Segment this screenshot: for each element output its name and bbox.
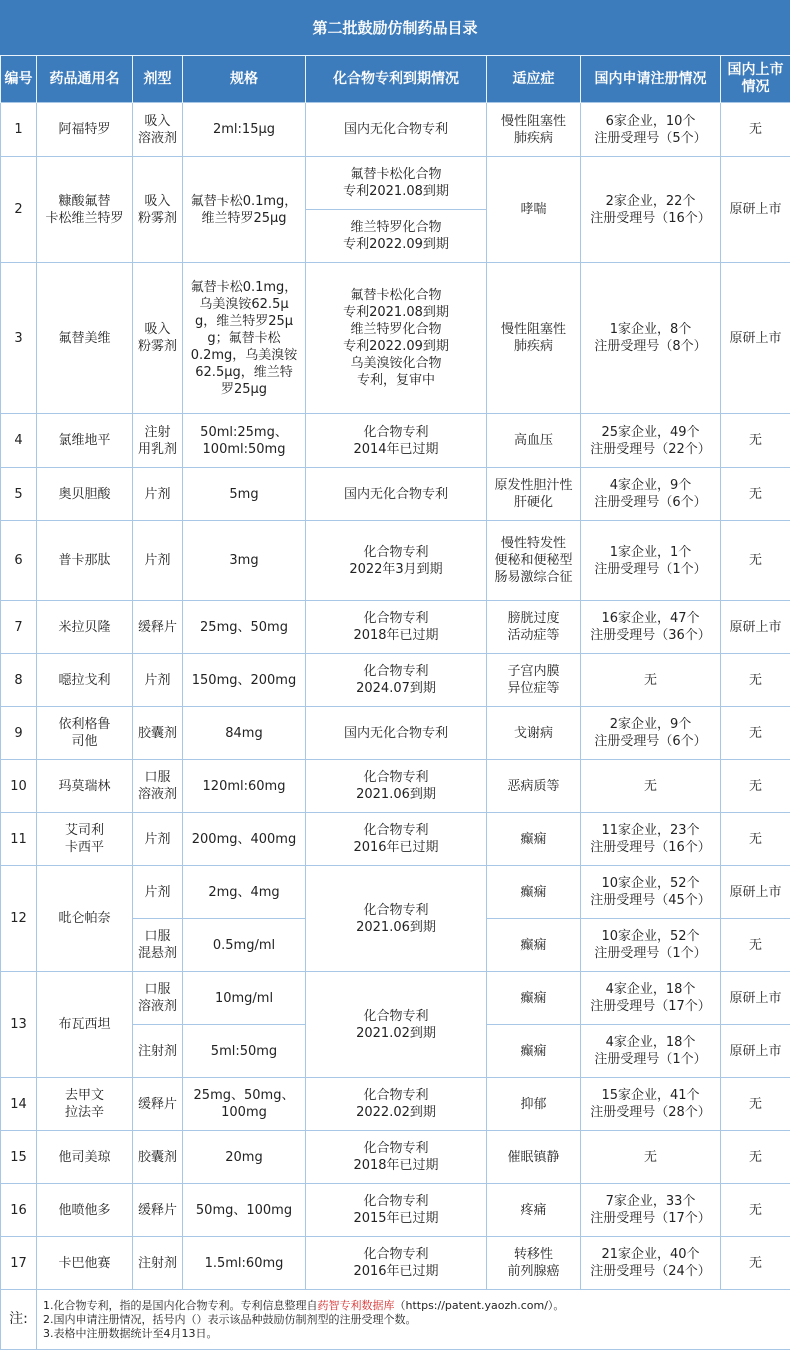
cell-indication: 恶病质等 xyxy=(487,760,581,813)
cell-registration: 1家企业，8个 注册受理号（8个） xyxy=(581,263,721,414)
cell-registration: 15家企业，41个 注册受理号（28个） xyxy=(581,1078,721,1131)
table-row xyxy=(1,866,790,919)
header-registration: 国内申请注册情况 xyxy=(581,56,721,103)
cell-patent: 维兰特罗化合物 专利2022.09到期 xyxy=(306,210,487,263)
table-row xyxy=(1,1078,790,1131)
cell-no: 9 xyxy=(1,707,37,760)
cell-registration: 无 xyxy=(581,1131,721,1184)
cell-form: 胶囊剂 xyxy=(133,1131,183,1184)
cell-form: 片剂 xyxy=(133,866,183,919)
cell-name: 玛莫瑞林 xyxy=(37,760,133,813)
cell-indication: 原发性胆汁性 肝硬化 xyxy=(487,468,581,521)
cell-registration: 25家企业，49个 注册受理号（22个） xyxy=(581,414,721,468)
note-line-3: 3.表格中注册数据统计至4月13日。 xyxy=(43,1326,218,1340)
cell-name: 普卡那肽 xyxy=(37,521,133,601)
table-row xyxy=(1,813,790,866)
cell-patent: 氟替卡松化合物 专利2021.08到期 维兰特罗化合物 专利2022.09到期 乌美溴铵化合物 专利，复审中 xyxy=(306,263,487,414)
header-no: 编号 xyxy=(1,56,37,103)
cell-form: 注射剂 xyxy=(133,1237,183,1290)
cell-spec: 50mg、100mg xyxy=(183,1184,306,1237)
cell-form: 缓释片 xyxy=(133,1078,183,1131)
cell-patent: 化合物专利 2024.07到期 xyxy=(306,654,487,707)
table-row xyxy=(1,414,790,468)
cell-form: 胶囊剂 xyxy=(133,707,183,760)
cell-name: 他司美琼 xyxy=(37,1131,133,1184)
cell-spec: 50ml:25mg、 100ml:50mg xyxy=(183,414,306,468)
cell-indication: 慢性阻塞性 肺疾病 xyxy=(487,263,581,414)
cell-patent: 国内无化合物专利 xyxy=(306,103,487,157)
cell-market: 原研上市 xyxy=(721,972,790,1025)
header-spec: 规格 xyxy=(183,56,306,103)
cell-patent: 氟替卡松化合物 专利2021.08到期 xyxy=(306,157,487,210)
cell-form: 口服 混悬剂 xyxy=(133,919,183,972)
cell-form: 片剂 xyxy=(133,813,183,866)
table-row xyxy=(1,654,790,707)
cell-indication: 哮喘 xyxy=(487,157,581,263)
page-title: 第二批鼓励仿制药品目录 xyxy=(0,0,790,56)
cell-indication: 高血压 xyxy=(487,414,581,468)
cell-no: 3 xyxy=(1,263,37,414)
cell-indication: 催眠镇静 xyxy=(487,1131,581,1184)
header-form: 剂型 xyxy=(133,56,183,103)
cell-indication: 慢性特发性 便秘和便秘型 肠易激综合征 xyxy=(487,521,581,601)
cell-patent: 化合物专利 2021.02到期 xyxy=(306,972,487,1078)
header-market: 国内上市 情况 xyxy=(721,56,790,103)
cell-spec: 84mg xyxy=(183,707,306,760)
cell-patent: 化合物专利 2021.06到期 xyxy=(306,866,487,972)
cell-market: 无 xyxy=(721,414,790,468)
cell-patent: 化合物专利 2018年已过期 xyxy=(306,1131,487,1184)
cell-no: 7 xyxy=(1,601,37,654)
table-row xyxy=(1,1131,790,1184)
cell-patent: 国内无化合物专利 xyxy=(306,468,487,521)
cell-spec: 200mg、400mg xyxy=(183,813,306,866)
cell-spec: 20mg xyxy=(183,1131,306,1184)
cell-market: 原研上市 xyxy=(721,866,790,919)
cell-spec: 1.5ml:60mg xyxy=(183,1237,306,1290)
cell-registration: 4家企业，18个 注册受理号（17个） xyxy=(581,972,721,1025)
cell-indication: 癫痫 xyxy=(487,1025,581,1078)
cell-market: 无 xyxy=(721,1131,790,1184)
cell-indication: 癫痫 xyxy=(487,919,581,972)
cell-no: 13 xyxy=(1,972,37,1078)
cell-indication: 膀胱过度 活动症等 xyxy=(487,601,581,654)
cell-market: 无 xyxy=(721,1078,790,1131)
cell-registration: 6家企业，10个 注册受理号（5个） xyxy=(581,103,721,157)
cell-no: 4 xyxy=(1,414,37,468)
cell-form: 吸入 溶液剂 xyxy=(133,103,183,157)
drug-catalog-table xyxy=(0,56,790,1350)
table-header-row xyxy=(1,56,790,103)
cell-indication: 转移性 前列腺癌 xyxy=(487,1237,581,1290)
cell-registration: 4家企业，18个 注册受理号（1个） xyxy=(581,1025,721,1078)
cell-name: 糠酸氟替 卡松维兰特罗 xyxy=(37,157,133,263)
cell-indication: 抑郁 xyxy=(487,1078,581,1131)
cell-market: 无 xyxy=(721,1184,790,1237)
cell-name: 去甲文 拉法辛 xyxy=(37,1078,133,1131)
cell-market: 无 xyxy=(721,1237,790,1290)
notes-text xyxy=(37,1290,790,1350)
cell-form: 吸入 粉雾剂 xyxy=(133,157,183,263)
cell-name: 他喷他多 xyxy=(37,1184,133,1237)
table-row xyxy=(1,468,790,521)
notes-row xyxy=(1,1290,790,1350)
cell-spec: 2mg、4mg xyxy=(183,866,306,919)
cell-form: 片剂 xyxy=(133,521,183,601)
table-row xyxy=(1,103,790,157)
cell-form: 口服 溶液剂 xyxy=(133,760,183,813)
cell-registration: 2家企业，22个 注册受理号（16个） xyxy=(581,157,721,263)
cell-no: 6 xyxy=(1,521,37,601)
cell-spec: 氟替卡松0.1mg， 乌美溴铵62.5μ g，维兰特罗25μ g；氟替卡松 0.2mg，乌美溴铵 62.5μg，维兰特 罗25μg xyxy=(183,263,306,414)
table-row xyxy=(1,1184,790,1237)
cell-market: 无 xyxy=(721,707,790,760)
cell-patent: 化合物专利 2016年已过期 xyxy=(306,1237,487,1290)
cell-name: 吡仑帕奈 xyxy=(37,866,133,972)
cell-patent: 化合物专利 2022.02到期 xyxy=(306,1078,487,1131)
cell-spec: 5mg xyxy=(183,468,306,521)
cell-patent: 化合物专利 2016年已过期 xyxy=(306,813,487,866)
cell-registration: 11家企业，23个 注册受理号（16个） xyxy=(581,813,721,866)
cell-name: 艾司利 卡西平 xyxy=(37,813,133,866)
cell-spec: 2ml:15μg xyxy=(183,103,306,157)
cell-registration: 无 xyxy=(581,760,721,813)
cell-registration: 4家企业，9个 注册受理号（6个） xyxy=(581,468,721,521)
cell-spec: 5ml:50mg xyxy=(183,1025,306,1078)
cell-name: 氯维地平 xyxy=(37,414,133,468)
table-row xyxy=(1,157,790,210)
cell-indication: 癫痫 xyxy=(487,866,581,919)
cell-spec: 25mg、50mg、 100mg xyxy=(183,1078,306,1131)
cell-indication: 癫痫 xyxy=(487,972,581,1025)
cell-no: 15 xyxy=(1,1131,37,1184)
cell-no: 5 xyxy=(1,468,37,521)
header-indication: 适应症 xyxy=(487,56,581,103)
header-patent: 化合物专利到期情况 xyxy=(306,56,487,103)
cell-market: 原研上市 xyxy=(721,157,790,263)
cell-no: 10 xyxy=(1,760,37,813)
cell-patent: 化合物专利 2021.06到期 xyxy=(306,760,487,813)
cell-form: 注射剂 xyxy=(133,1025,183,1078)
cell-indication: 子宫内膜 异位症等 xyxy=(487,654,581,707)
table-row xyxy=(1,972,790,1025)
table-row xyxy=(1,1237,790,1290)
cell-name: 米拉贝隆 xyxy=(37,601,133,654)
cell-patent: 化合物专利 2014年已过期 xyxy=(306,414,487,468)
cell-market: 无 xyxy=(721,521,790,601)
cell-market: 无 xyxy=(721,813,790,866)
cell-name: 氟替美维 xyxy=(37,263,133,414)
cell-no: 16 xyxy=(1,1184,37,1237)
cell-registration: 无 xyxy=(581,654,721,707)
cell-spec: 120ml:60mg xyxy=(183,760,306,813)
cell-name: 布瓦西坦 xyxy=(37,972,133,1078)
cell-registration: 2家企业，9个 注册受理号（6个） xyxy=(581,707,721,760)
cell-registration: 21家企业，40个 注册受理号（24个） xyxy=(581,1237,721,1290)
cell-form: 缓释片 xyxy=(133,601,183,654)
cell-patent: 国内无化合物专利 xyxy=(306,707,487,760)
cell-no: 8 xyxy=(1,654,37,707)
patent-database-link[interactable]: 药智专利数据库 xyxy=(317,1298,395,1312)
cell-spec: 3mg xyxy=(183,521,306,601)
cell-market: 无 xyxy=(721,468,790,521)
cell-patent: 化合物专利 2018年已过期 xyxy=(306,601,487,654)
cell-spec: 10mg/ml xyxy=(183,972,306,1025)
cell-name: 卡巴他赛 xyxy=(37,1237,133,1290)
table-row xyxy=(1,263,790,414)
table-row xyxy=(1,707,790,760)
table-row xyxy=(1,760,790,813)
notes-label: 注: xyxy=(1,1290,37,1350)
cell-market: 无 xyxy=(721,103,790,157)
cell-spec: 25mg、50mg xyxy=(183,601,306,654)
cell-registration: 16家企业，47个 注册受理号（36个） xyxy=(581,601,721,654)
cell-no: 17 xyxy=(1,1237,37,1290)
cell-market: 原研上市 xyxy=(721,263,790,414)
cell-form: 片剂 xyxy=(133,468,183,521)
cell-form: 片剂 xyxy=(133,654,183,707)
cell-registration: 10家企业，52个 注册受理号（45个） xyxy=(581,866,721,919)
cell-indication: 慢性阻塞性 肺疾病 xyxy=(487,103,581,157)
cell-patent: 化合物专利 2022年3月到期 xyxy=(306,521,487,601)
cell-no: 11 xyxy=(1,813,37,866)
note-line-2: 2.国内申请注册情况，括号内（）表示该品种鼓励仿制剂型的注册受理个数。 xyxy=(43,1312,417,1326)
cell-market: 无 xyxy=(721,919,790,972)
cell-form: 缓释片 xyxy=(133,1184,183,1237)
cell-indication: 癫痫 xyxy=(487,813,581,866)
table-row xyxy=(1,521,790,601)
cell-spec: 氟替卡松0.1mg， 维兰特罗25μg xyxy=(183,157,306,263)
cell-registration: 7家企业，33个 注册受理号（17个） xyxy=(581,1184,721,1237)
cell-no: 2 xyxy=(1,157,37,263)
cell-form: 口服 溶液剂 xyxy=(133,972,183,1025)
cell-spec: 0.5mg/ml xyxy=(183,919,306,972)
cell-registration: 10家企业，52个 注册受理号（1个） xyxy=(581,919,721,972)
cell-market: 原研上市 xyxy=(721,601,790,654)
cell-no: 12 xyxy=(1,866,37,972)
cell-form: 吸入 粉雾剂 xyxy=(133,263,183,414)
cell-name: 依利格鲁 司他 xyxy=(37,707,133,760)
cell-indication: 戈谢病 xyxy=(487,707,581,760)
header-name: 药品通用名 xyxy=(37,56,133,103)
cell-no: 14 xyxy=(1,1078,37,1131)
cell-form: 注射 用乳剂 xyxy=(133,414,183,468)
cell-registration: 1家企业，1个 注册受理号（1个） xyxy=(581,521,721,601)
cell-no: 1 xyxy=(1,103,37,157)
cell-spec: 150mg、200mg xyxy=(183,654,306,707)
cell-name: 噁拉戈利 xyxy=(37,654,133,707)
cell-market: 无 xyxy=(721,760,790,813)
table-row xyxy=(1,601,790,654)
cell-name: 奥贝胆酸 xyxy=(37,468,133,521)
cell-name: 阿福特罗 xyxy=(37,103,133,157)
cell-market: 原研上市 xyxy=(721,1025,790,1078)
cell-patent: 化合物专利 2015年已过期 xyxy=(306,1184,487,1237)
cell-indication: 疼痛 xyxy=(487,1184,581,1237)
cell-market: 无 xyxy=(721,654,790,707)
note-line-1: 1.化合物专利，指的是国内化合物专利。专利信息整理自药智专利数据库（https://patent.yaozh.com/）。 xyxy=(43,1298,565,1312)
